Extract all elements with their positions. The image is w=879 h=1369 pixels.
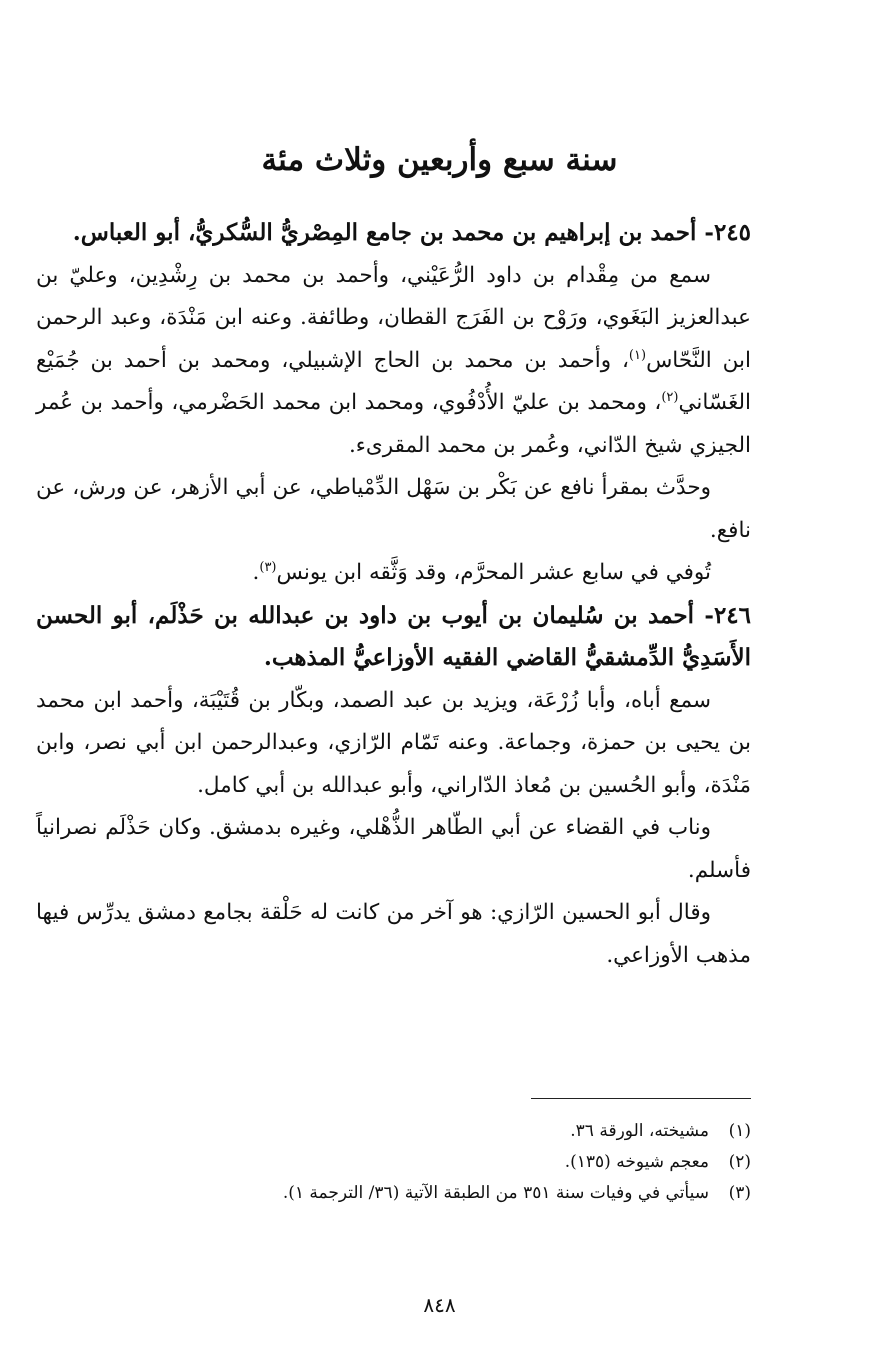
- entry-heading-245: ٢٤٥- أحمد بن إبراهيم بن محمد بن جامع المِصْريُّ السُّكريُّ، أبو العباس.: [72, 219, 751, 246]
- footnote-text: مشيخته، الورقة ٣٦.: [570, 1121, 709, 1141]
- footnote-ref-1[interactable]: (١): [628, 347, 647, 363]
- text-run: سمع من مِقْدام بن داود الرُّعَيْني، وأحمد بن محمد بن رِشْدِين، وعليّ بن عبدالعزيز البَغَوي، ورَوْح بن الفَرَج القطان، وطائفة. وعنه ابن مَنْدَة، وعبد الرحمن ابن النَّحّاس: [36, 262, 751, 373]
- footnote-number: (٣): [728, 1183, 751, 1203]
- footnote-item: [36, 1178, 751, 1209]
- text-run: ، وأحمد بن محمد بن الحاج الإشبيلي، ومحمد بن أحمد بن جُمَيْع الغَسّاني: [36, 347, 751, 415]
- entry-246-paragraph-2: وناب في القضاء عن أبي الطّاهر الذُّهْلي، وغيره بدمشق. وكان حَذْلَم نصرانياً فأسلم.: [36, 815, 751, 883]
- entry-heading-246: ٢٤٦- أحمد بن سُليمان بن أيوب بن داود بن عبدالله بن حَذْلَم، أبو الحسن الأَسَدِيُّ الدِّمشقيُّ القاضي الفقيه الأوزاعيُّ المذهب.: [36, 601, 751, 671]
- footnote-ref-3[interactable]: (٣): [259, 559, 277, 575]
- footnote-divider: [531, 1098, 751, 1099]
- main-text: [36, 212, 751, 977]
- footnote-item: [36, 1147, 751, 1178]
- text-run: .: [252, 560, 260, 585]
- footnote-item: [36, 1116, 751, 1147]
- text-run: ، ومحمد بن عليّ الأُدْفُوي، ومحمد ابن محمد الحَضْرمي، وأحمد بن عُمر الجيزي شيخ الدّاني، وعُمر بن محمد المقرىء.: [36, 390, 751, 458]
- footnote-ref-2[interactable]: (٢): [661, 389, 679, 405]
- footnotes-list: [36, 1116, 751, 1209]
- footnote-number: (٢): [728, 1152, 751, 1172]
- footnote-text: معجم شيوخه (١٣٥).: [564, 1152, 709, 1172]
- entry-245-paragraph-2: وحدَّث بمقرأ نافع عن بَكْر بن سَهْل الدِّمْياطي، عن أبي الأزهر، عن ورش، عن نافع.: [36, 475, 751, 543]
- entry-245-paragraph-3: [36, 552, 751, 595]
- text-run: تُوفي في سابع عشر المحرَّم، وقد وَثَّقه ابن يونس: [276, 560, 711, 585]
- entry-246-paragraph-3: وقال أبو الحسين الرّازي: هو آخر من كانت له حَلْقة بجامع دمشق يدرِّس فيها مذهب الأوزاعي.: [36, 900, 751, 968]
- entry-246-paragraph-1: سمع أباه، وأبا زُرْعَة، ويزيد بن عبد الصمد، وبكّار بن قُتَيْبَة، وأحمد ابن محمد بن يحيى بن حمزة، وجماعة. وعنه تَمّام الرّازي، وعبدالرحمن ابن أبي نصر، وابن مَنْدَة، وأبو الحُسين بن مُعاذ الدّاراني، وأبو عبدالله بن أبي كامل.: [36, 687, 751, 798]
- page-title: سنة سبع وأربعين وثلاث مئة: [261, 142, 618, 178]
- page-number: ٨٤٨: [423, 1293, 456, 1317]
- entry-245-paragraph-1: [36, 255, 751, 468]
- footnote-text: سيأتي في وفيات سنة ٣٥١ من الطبقة الآتية (٣٦/ الترجمة ١).: [282, 1183, 709, 1203]
- footnote-number: (١): [728, 1121, 751, 1141]
